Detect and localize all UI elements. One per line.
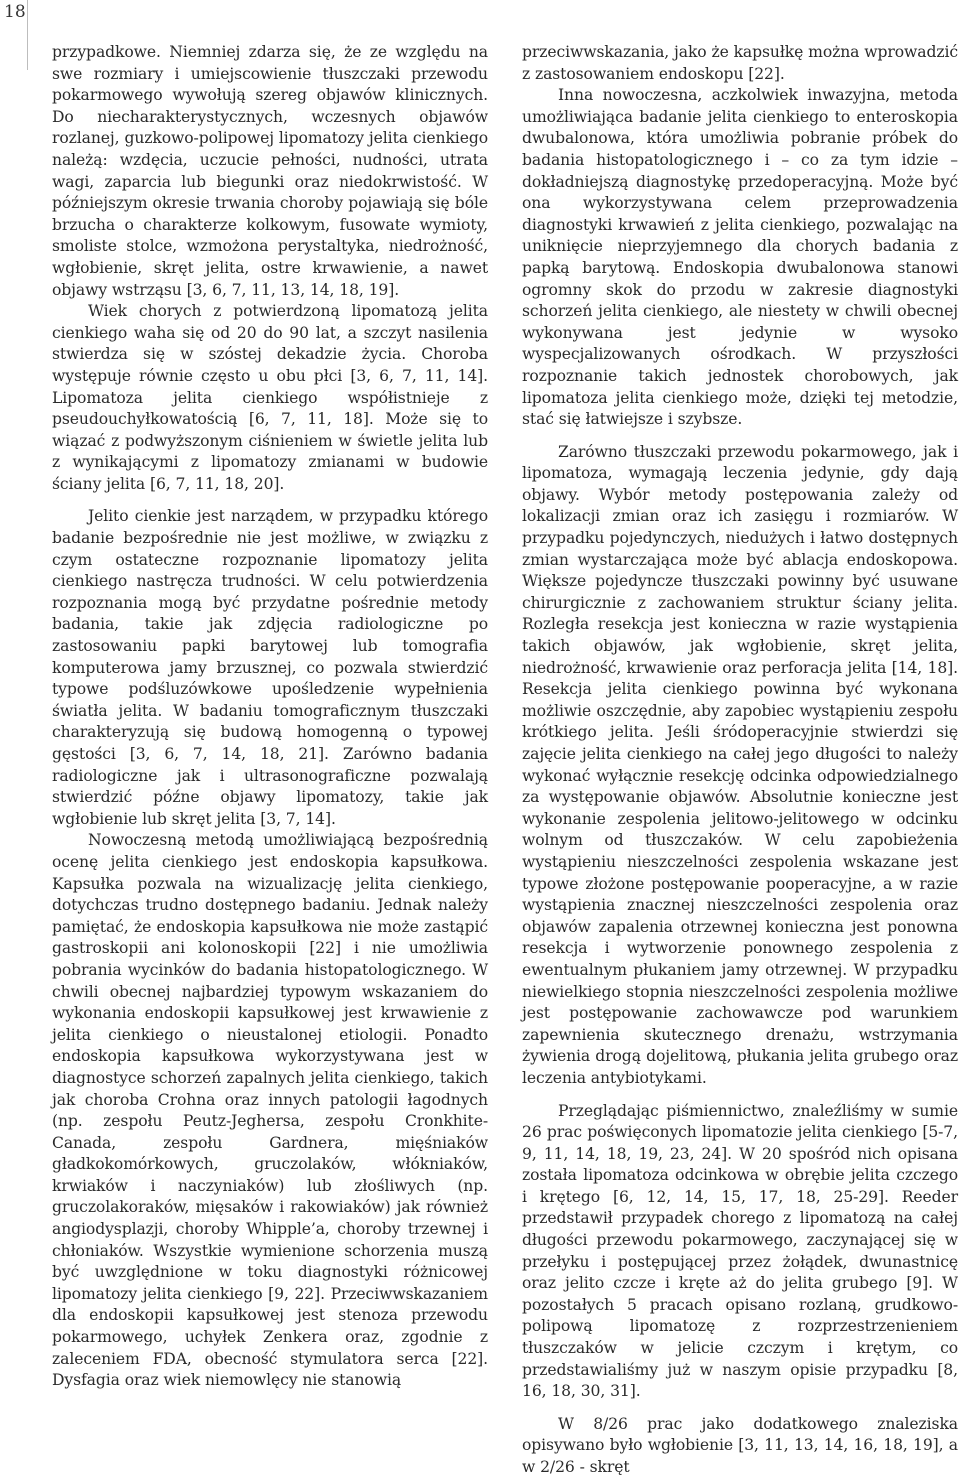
paragraph: Wiek chorych z potwierdzoną lipomatozą jelita cienkiego waha się od 20 do 90 lat, a szczyt nasilenia stwierdza się w szóstej dekadzie życia. Choroba występuje równie często u obu płci [3, 6, 7, 11, 14]. Lipomatoza jelita cienkiego współistnieje z pseudouchyłkowatością [6, 7, 11, 18]. Może się to wiązać z podwyższonym ciśnieniem w świetle jelita lub z wynikającymi z lipomatozy zmianami w budowie ściany jelita [6, 7, 11, 18, 20]. [52, 302, 488, 493]
page-number: 18 [4, 2, 26, 22]
paragraph: przypadkowe. Niemniej zdarza się, że ze względu na swe rozmiary i umiejscowienie tłuszczaki przewodu pokarmowego wywołują szereg objawów klinicznych. Do niecharakterystycznych, wczesnych objawów rozlanej, guzkowo-polipowej lipomatozy jelita cienkiego należą: wzdęcia, uczucie pełności, nudności, utrata wagi, zaparcia lub biegunki oraz niedokrwistość. W późniejszym okresie trwania choroby pojawiają się bóle brzucha o charakterze kolkowym, fusowate wymioty, smoliste stolce, wzmożona perystaltyka, niedrożność, wgłobienie, skręt jelita, ostre krwawienie, a nawet objawy wstrząsu [3, 6, 7, 11, 13, 14, 18, 19]. [52, 43, 488, 299]
paragraph: Inna nowoczesna, aczkolwiek inwazyjna, metoda umożliwiająca badanie jelita cienkiego to enteroskopia dwubalonowa, która umożliwia pobranie próbek do badania histopatologicznego i – co za tym idzie – dokładniejszą diagnostykę przedoperacyjną. Może być ona wykorzystywana celem przeprowadzenia diagnostyki krwawień z jelita cienkiego, pozwalając na uniknięcie nieprzyjemnego dla chorych badania z papką barytową. Endoskopia dwubalonowa stanowi ogromny skok do przodu w zakresie diagnostyki schorzeń jelita cienkiego, ale niestety w chwili obecnej wykonywana jest jedynie w wysoko wyspecjalizowanych ośrodkach. W przyszłości rozpoznanie takich jednostek chorobowych, jak lipomatoza jelita cienkiego może, dzięki tej metodzie, stać się łatwiejsze i szybsze. [522, 86, 958, 429]
left-column [52, 42, 488, 1392]
page-margin-rule [27, 0, 28, 70]
paragraph: Jelito cienkie jest narządem, w przypadku którego badanie bezpośrednie nie jest możliwe, w związku z czym ostateczne rozpoznanie lipomatozy jelita cienkiego nastręcza trudności. W celu potwierdzenia rozpoznania mogą być przydatne pośrednie metody badania, takie jak zdjęcia radiologiczne po zastosowaniu papki barytowej lub tomografia komputerowa jamy brzusznej, co pozwala stwierdzić typowe podśluzówkowe upośledzenie wypełnienia światła jelita. W badaniu tomograficznym tłuszczaki charakteryzują się budową homogenną o typowej gęstości [3, 6, 7, 14, 18, 21]. Zarówno badania radiologiczne jak i ultrasonograficzne pozwalają stwierdzić późne objawy lipomatozy, takie jak wgłobienie lub skręt jelita [3, 7, 14]. [52, 507, 488, 828]
paragraph: Przeglądając piśmiennictwo, znaleźliśmy w sumie 26 prac poświęconych lipomatozie jelita cienkiego [5-7, 9, 11, 14, 18, 19, 23, 24]. W 20 spośród nich opisana została lipomatoza odcinkowa w obrębie jelita czczego i krętego [6, 12, 14, 15, 17, 18, 25-29]. Reeder przedstawił przypadek chorego z lipomatozą na całej długości przewodu pokarmowego, zaczynającej się w przełyku i postępującej przez żołądek, dwunastnicę oraz jelito czcze i kręte aż do jelita grubego [9]. W pozostałych 5 pracach opisano rozlaną, grudkowo-polipową lipomatozę z rozprzestrzenieniem tłuszczaków w jelicie czczym i krętym, co przedstawialiśmy już w naszym opisie przypadku [8, 16, 18, 30, 31]. [522, 1101, 958, 1401]
paragraph: W 8/26 prac jako dodatkowego znaleziska opisywano było wgłobienie [3, 11, 13, 14, 16, 18, 19], a w 2/26 - skręt [522, 1414, 958, 1476]
paragraph: przeciwwskazania, jako że kapsułkę można wprowadzić z zastosowaniem endoskopu [22]. [522, 43, 958, 83]
paragraph: Zarówno tłuszczaki przewodu pokarmowego, jak i lipomatoza, wymagają leczenia jedynie, gdy dają objawy. Wybór metody postępowania zależy od lokalizacji zmian oraz ich zasięgu i rozmiarów. W przypadku pojedynczych, niedużych i łatwo dostępnych zmian wystarczająca może być ablacja endoskopowa. Większe pojedyncze tłuszczaki powinny być usuwane chirurgicznie z zachowaniem struktur ściany jelita. Rozległa resekcja jest konieczna w razie wystąpienia takich objawów, jak wgłobienie, skręt jelita, niedrożność, krwawienie oraz perforacja jelita [14, 18]. Resekcja jelita cienkiego powinna być wykonana możliwie oszczędnie, aby zapobiec wystąpieniu zespołu krótkiego jelita. Jeśli śródoperacyjnie stwierdzi się zajęcie jelita cienkiego na całej jego długości to należy wykonać wyłącznie resekcję odcinka odpowiedzialnego za występowanie objawów. Absolutnie konieczne jest wykonanie zespolenia jelitowo-jelitowego w odcinku wolnym od tłuszczaków. W celu zapobieżenia wystąpieniu nieszczelności zespolenia wskazane jest typowe złożone postępowanie pooperacyjne, a w razie wystąpienia znacznej nieszczelności zespolenia oraz objawów zapalenia otrzewnej konieczna jest ponowna resekcja i wytworzenie ponownego zespolenia z ewentualnym płukaniem jamy otrzewnej. W przypadku niewielkiego stopnia nieszczelności zespolenia możliwe jest postępowanie zachowawcze pod warunkiem zapewnienia skutecznego drenażu, wstrzymania żywienia drogą dojelitową, płukania jelita grubego oraz leczenia antybiotykami. [522, 442, 958, 1087]
right-column [522, 42, 958, 1479]
paragraph: Nowoczesną metodą umożliwiającą bezpośrednią ocenę jelita cienkiego jest endoskopia kapsułkowa. Kapsułka pozwala na wizualizację jelita cienkiego, dotychczas trudno dostępnego badaniu. Jednak należy pamiętać, że endoskopia kapsułkowa nie może zastąpić gastroskopii ani kolonoskopii [22] i nie umożliwia pobrania wycinków do badania histopatologicznego. W chwili obecnej najbardziej typowym wskazaniem do wykonania endoskopii kapsułkowej jest krwawienie z jelita cienkiego o nieustalonej etiologii. Ponadto endoskopia kapsułkowa wykorzystywana jest w diagnostyce schorzeń zapalnych jelita cienkiego, takich jak choroba Crohna oraz innych patologii łagodnych (np. zespołu Peutz-Jeghersa, zespołu Cronkhite-Canada, zespołu Gardnera, mięśniaków gładkokomórkowych, gruczolaków, włókniaków, krwiaków i naczyniaków) lub złośliwych (np. gruczolakoraków, mięsaków i rakowiaków) jak również angiodysplazji, choroby Whipple’a, choroby trzewnej i chłoniaków. Wszystkie wymienione schorzenia muszą być uwzględnione w toku diagnostyki różnicowej lipomatozy jelita cienkiego [9, 22]. Przeciwwskazaniem dla endoskopii kapsułkowej jest stenoza przewodu pokarmowego, uchyłek Zenkera oraz, zgodnie z zaleceniem FDA, obecność stymulatora serca [22]. Dysfagia oraz wiek niemowlęcy nie stanowią [52, 831, 488, 1390]
